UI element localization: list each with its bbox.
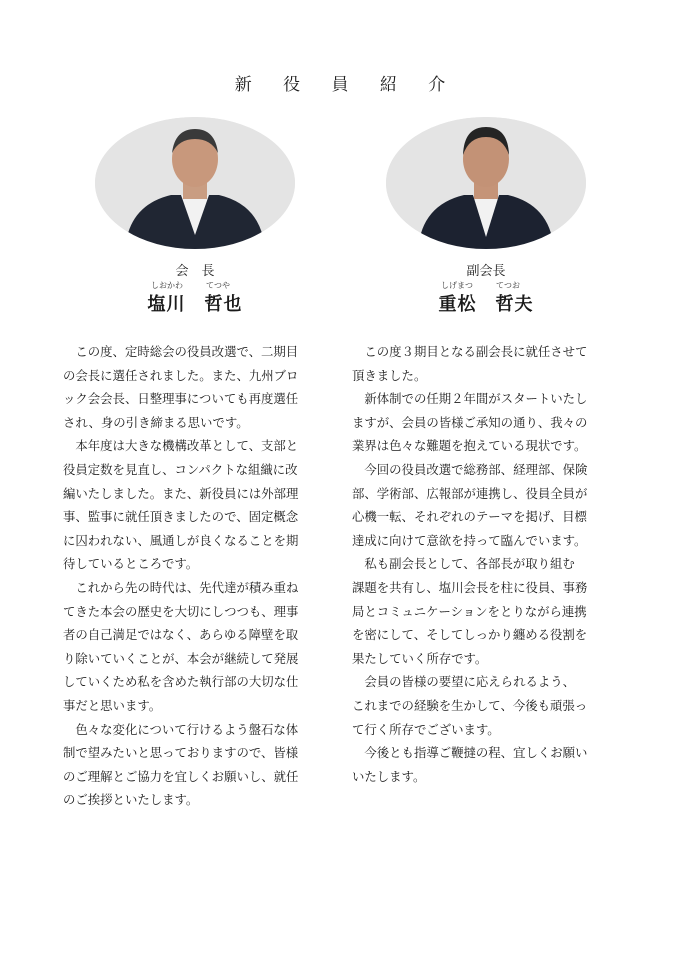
text-line: この度、定時総会の役員改選で、二期目 bbox=[63, 344, 299, 359]
text-line: 役員定数を見直し、コンパクトな組織に改 bbox=[63, 461, 298, 477]
text-line: 者の自己満足ではなく、あらゆる障壁を取 bbox=[63, 627, 299, 643]
text-line: これまでの経験を生かして、今後も頑張っ bbox=[352, 697, 588, 713]
text-line: 事、監事に就任頂きましたので、固定概念 bbox=[63, 509, 299, 525]
text-line: を密にして、そしてしっかり纏める役割を bbox=[352, 627, 588, 643]
text-line: のご理解とご協力を宜しくお願いし、就任 bbox=[63, 768, 299, 784]
text-line: 果たしていく所存です。 bbox=[352, 650, 488, 666]
right-paragraph bbox=[352, 387, 624, 458]
right-paragraph bbox=[352, 670, 624, 741]
president-given-ruby: てつや bbox=[206, 281, 230, 290]
text-line: 業界は色々な難題を抱えている現状です。 bbox=[352, 438, 587, 454]
president-message bbox=[63, 340, 335, 812]
text-line: ック会会長、日整理事についても再度選任 bbox=[63, 391, 299, 407]
left-paragraph bbox=[63, 340, 335, 434]
text-line: これから先の時代は、先代達が積み重ね bbox=[63, 579, 299, 595]
vice-president-name: 重松 哲夫 bbox=[438, 294, 534, 315]
text-line: 達成に向けて意欲を持って臨んでいます。 bbox=[352, 532, 587, 548]
vice-president-given-ruby: てつお bbox=[496, 281, 520, 290]
text-line: 局とコミュニケーションをとりながら連携 bbox=[352, 603, 587, 619]
text-line: に囚われない、風通しが良くなることを期 bbox=[63, 532, 299, 548]
text-line: 新体制での任期２年間がスタートいたし bbox=[352, 391, 588, 407]
text-line: の会長に選任されました。また、九州ブロ bbox=[63, 367, 299, 383]
text-line: この度３期目となる副会長に就任させて bbox=[352, 344, 588, 359]
text-line: ますが、会員の皆様ご承知の通り、我々の bbox=[352, 414, 588, 430]
vice-president-surname-ruby: しげまつ bbox=[441, 281, 473, 290]
text-line: 今後とも指導ご鞭撻の程、宜しくお願い bbox=[352, 745, 588, 761]
left-paragraph bbox=[63, 576, 335, 718]
vice-president-message bbox=[352, 340, 624, 788]
text-line: 事だと思います。 bbox=[63, 697, 162, 713]
text-line: 頂きました。 bbox=[352, 367, 427, 383]
president-surname-ruby: しおかわ bbox=[151, 281, 183, 290]
text-line: 部、学術部、広報部が連携し、役員全員が bbox=[352, 485, 588, 501]
text-line: のご挨拶といたします。 bbox=[63, 792, 199, 808]
text-line: 心機一転、それぞれのテーマを掲げ、目標 bbox=[352, 509, 587, 525]
text-line: 制で望みたいと思っておりますので、皆様 bbox=[63, 745, 299, 761]
president-name: 塩川 哲也 bbox=[147, 294, 243, 315]
right-paragraph bbox=[352, 458, 624, 552]
text-line: 課題を共有し、塩川会長を柱に役員、事務 bbox=[352, 579, 588, 595]
president-role: 会 長 bbox=[175, 264, 215, 279]
text-line: 本年度は大きな機構改革として、支部と bbox=[63, 438, 299, 454]
text-line: り除いていくことが、本会が継続して発展 bbox=[63, 650, 299, 666]
vice-president-role: 副会長 bbox=[466, 264, 506, 279]
text-line: てきた本会の歴史を大切にしつつも、理事 bbox=[63, 603, 299, 619]
text-line: て行く所存でございます。 bbox=[352, 721, 500, 737]
vice-president-photo bbox=[386, 117, 586, 249]
text-line: いたします。 bbox=[352, 768, 426, 784]
text-line: され、身の引き締まる思いです。 bbox=[63, 414, 249, 430]
right-paragraph bbox=[352, 741, 624, 788]
left-paragraph bbox=[63, 434, 335, 576]
left-paragraph bbox=[63, 718, 335, 812]
text-line: 色々な変化について行けるよう盤石な体 bbox=[63, 721, 299, 737]
text-line: 私も副会長として、各部長が取り組む bbox=[352, 556, 575, 572]
text-line: していくため私を含めた執行部の大切な仕 bbox=[63, 674, 299, 690]
text-line: 待しているところです。 bbox=[63, 556, 199, 572]
right-paragraph bbox=[352, 340, 624, 387]
text-line: 編いたしました。また、新役員には外部理 bbox=[63, 485, 299, 501]
text-line: 会員の皆様の要望に応えられるよう、 bbox=[352, 674, 576, 690]
right-paragraph bbox=[352, 552, 624, 670]
president-photo bbox=[95, 117, 295, 249]
text-line: 今回の役員改選で総務部、経理部、保険 bbox=[352, 461, 588, 477]
page-title: 新 役 員 紹 介 bbox=[234, 75, 459, 95]
